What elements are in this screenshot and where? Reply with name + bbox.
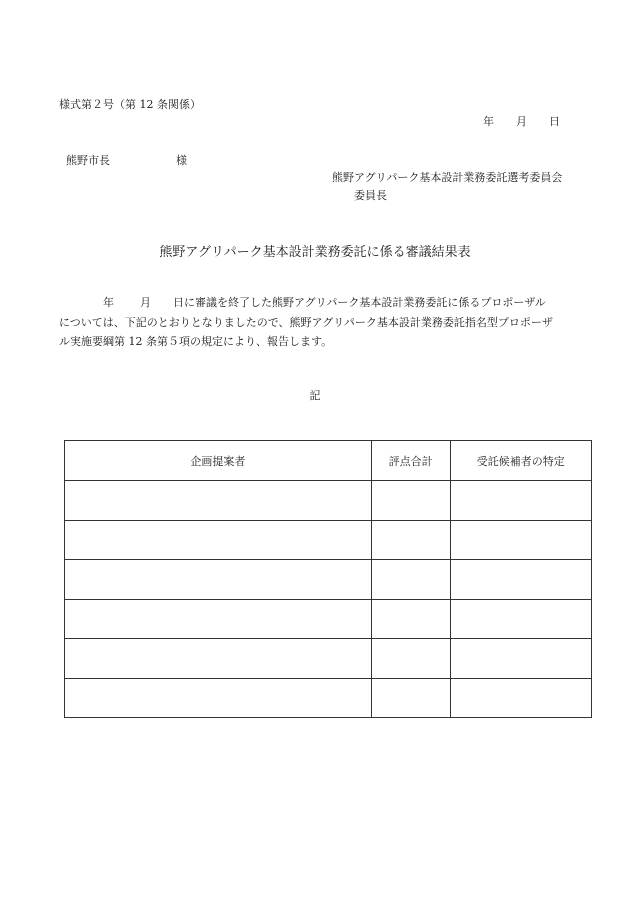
table-row <box>65 678 592 718</box>
cell-score <box>371 520 450 560</box>
body-year: 年 <box>103 296 114 309</box>
date-month: 月 <box>516 115 527 128</box>
cell-score <box>371 678 450 718</box>
body-line-1-text: 日に審議を終了した熊野アグリパーク基本設計業務委託に係るプロポーザル <box>173 296 546 309</box>
table-row <box>65 599 592 639</box>
result-table <box>64 440 592 718</box>
cell-candidate <box>450 639 591 679</box>
ki-heading: 記 <box>309 389 321 402</box>
cell-proposer <box>65 560 372 600</box>
date-year: 年 <box>483 115 494 128</box>
cell-candidate <box>450 560 591 600</box>
cell-proposer <box>65 481 372 521</box>
document-title: 熊野アグリパーク基本設計業務委託に係る審議結果表 <box>159 245 471 260</box>
date-line <box>483 113 560 129</box>
cell-proposer <box>65 639 372 679</box>
committee-chair: 委員長 <box>354 189 387 202</box>
cell-candidate <box>450 520 591 560</box>
cell-proposer <box>65 678 372 718</box>
header-total-score: 評点合計 <box>371 441 450 481</box>
table-row <box>65 481 592 521</box>
table-row <box>65 560 592 600</box>
cell-score <box>371 639 450 679</box>
body-paragraph <box>59 293 579 352</box>
body-line-3: ル実施要綱第 12 条第５項の規定により、報告します。 <box>59 335 333 348</box>
cell-candidate <box>450 481 591 521</box>
cell-candidate <box>450 678 591 718</box>
cell-proposer <box>65 599 372 639</box>
table-header-row <box>65 441 592 481</box>
body-month: 月 <box>140 296 151 309</box>
cell-candidate <box>450 599 591 639</box>
addressee-name: 熊野市長 <box>66 154 110 167</box>
cell-score <box>371 599 450 639</box>
cell-proposer <box>65 520 372 560</box>
cell-score <box>371 481 450 521</box>
addressee-honorific: 様 <box>176 154 187 167</box>
date-day: 日 <box>549 115 560 128</box>
table-row <box>65 520 592 560</box>
addressee <box>66 152 187 168</box>
body-line-1 <box>59 293 579 313</box>
header-candidate: 受託候補者の特定 <box>450 441 591 481</box>
table-row <box>65 639 592 679</box>
form-number: 様式第２号（第 12 条関係） <box>59 98 201 111</box>
body-line-2: については、下記のとおりとなりましたので、熊野アグリパーク基本設計業務委託指名型プロポーザ <box>59 315 553 329</box>
cell-score <box>371 560 450 600</box>
header-proposer: 企画提案者 <box>65 441 372 481</box>
committee-name: 熊野アグリパーク基本設計業務委託選考委員会 <box>332 171 563 184</box>
